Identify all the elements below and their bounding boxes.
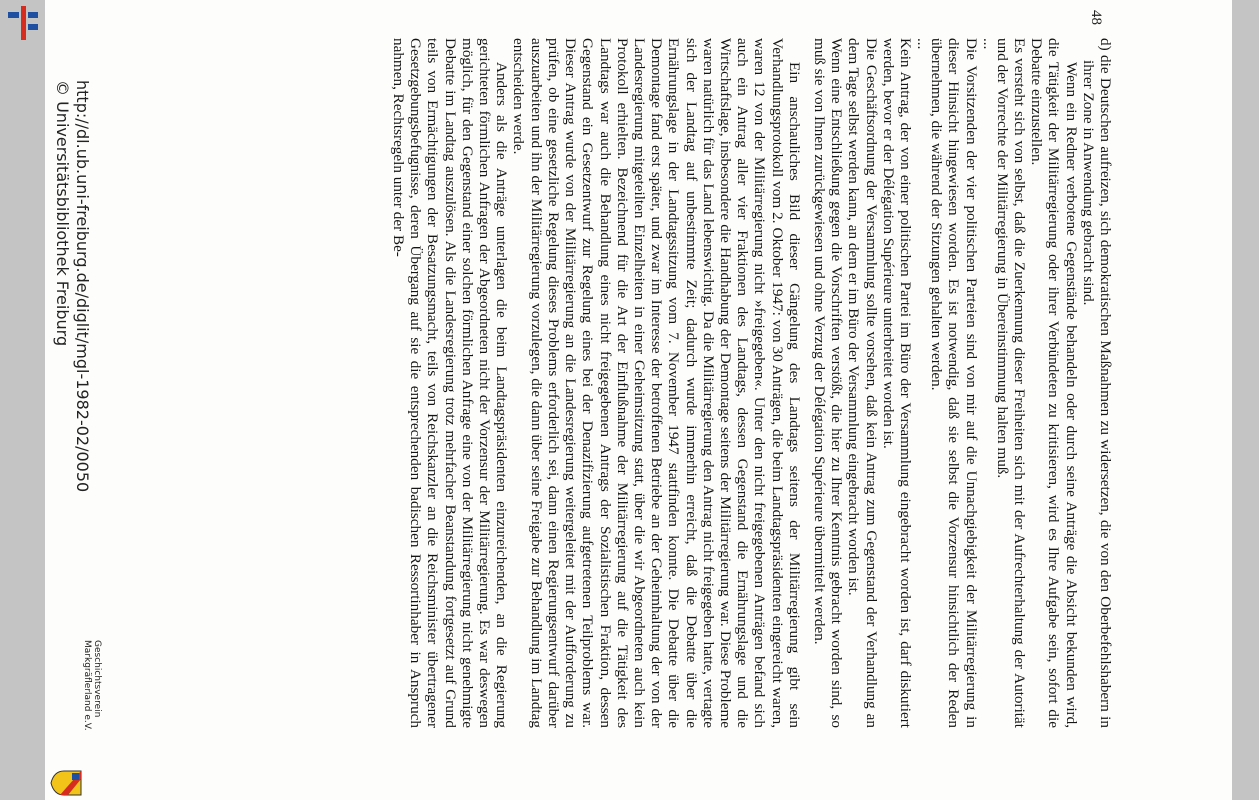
ellipsis: ... bbox=[979, 38, 997, 50]
paragraph: Kein Antrag, der von einer politischen Partei im Büro der Versammlung eingebracht worden ist, darf diskutiert werden, bevor er der Délégation Supérieure unterbreitet worden ist. bbox=[879, 38, 914, 728]
paragraph: Anders als die Anträge unterlagen die beim Landtagspräsidenten einzureichenden, an die Regierung gerichteten förmlichen Anfragen der Abgeordneten nicht der Vorzensur der Militärregierung. Es war deswegen möglich, für den Gegenstand einer solchen förmlichen Anfrage eine von der Militärregierung nicht genehmigte Debatte im Landtag auszulösen. Als die Landesregierung trotz mehrfacher Beanstandung fortgesetzt auf Grund teils von Ermächtigungen der Besatzungsmacht, teils von Reichskanzler an die Reichsminister übertragener Gesetzgebungsbefugnisse, deren Übergang auf sie die entsprechenden badischen Ressortinhaber in Anspruch nahmen, Rechtsregeln unter der Be- bbox=[390, 38, 511, 728]
rotated-page-content bbox=[45, 0, 1232, 800]
coat-of-arms-icon bbox=[50, 770, 82, 796]
paragraph: d) die Deutschen aufreizen, sich demokratischen Maßnahmen zu widersetzen, die von den Oberbefehlshabern in ihrer Zone in Anwendung gebracht sind. bbox=[1079, 38, 1114, 728]
library-logo-icon bbox=[8, 6, 38, 40]
paragraph-gap bbox=[803, 38, 811, 728]
paragraph: Wenn ein Redner verbotene Gegenstände behandeln oder durch seine Anträge die Absicht bekunden wird, die Tätigkeit der Militärregierung oder ihrer Verbündeten zu kritisieren, wird es Ihre Aufgabe sein, sofort die Debatte einzustellen. bbox=[1028, 38, 1080, 728]
publisher-label bbox=[82, 640, 102, 760]
paragraph: Die Vorsitzenden der vier politischen Parteien sind von mir auf die Unnachgiebigkeit der Militärregierung in dieser Hinsicht hingewiesen worden. Es ist notwendig, daß sie selbst die Vorzensur hinsichtlich der Reden übernehmen, die während der Sitzungen gehalten werden. bbox=[928, 38, 980, 728]
publisher-line-2: Markgräflerland e.V. bbox=[82, 640, 92, 731]
publisher-line-1: Geschichtsverein bbox=[92, 640, 102, 718]
ellipsis: ... bbox=[913, 38, 931, 50]
paragraph: Wenn eine Entschließung gegen die Vorschriften verstößt, die hier zu Ihrer Kenntnis gebracht worden sind, so muß sie von Ihnen zurückgewiesen und ohne Verzug der Délégation Supérieure übermittelt werden. bbox=[810, 38, 846, 728]
paragraph: Ein anschauliches Bild dieser Gängelung des Landtags seitens der Militärregierung gibt sein Verhandlungsprotokoll vom 2. Oktober 1947: von 30 Anträgen, die beim Landtagspräsidenten eingereicht waren, waren 12 von der Militärregierung nicht »freigegeben«. Unter den nicht freigegebenen Anträgen befand sich auch ein Antrag aller vier Fraktionen des Landtags, dessen Gegenstand die Ernährungslage und die Wirtschaftslage, insbesondere die Handhabung der Demontage seitens der Militärregierung war. Diese Probleme waren natürlich für das Land lebenswichtig. Da die Militärregierung den Antrag nicht freigegeben hatte, vertagte sich der Landtag auf unbestimmte Zeit; dadurch wurde immerhin erreicht, daß die Debatte über die Ernährungslage in der Landtagssitzung vom 7. November 1947 stattfinden konnte. Die Debatte über die Demontage fand erst später, und zwar im Interesse der betroffenen Betriebe an der Geheimhaltung der von der Landesregierung mitgeteilten Einzelheiten in einer Geheimsitzung statt, über die wir Abgeordneten auch kein Protokoll erhielten. Bezeichnend für die Art der Einflußnahme der Militärregierung auf die Tätigkeit des Landtags war auch die Behandlung eines nicht freigegebenen Antrags der Sozialistischen Fraktion, dessen Gegenstand ein Gesetzentwurf zur Regelung eines bei der Denazifizierung aufgetretenen Teilproblems war. Dieser Antrag wurde von der Militärregierung an die Landesregierung weitergeleitet mit der Aufforderung zu prüfen, ob eine gesetzliche Regelung dieses Problems erforderlich sei, dann einen Regierungsentwurf darüber auszuarbeiten und ihn der Militärregierung vorzulegen, die dann über seine Freigabe zur Behandlung im Landtag entscheiden werde. bbox=[510, 38, 803, 728]
right-gutter bbox=[1232, 0, 1259, 800]
source-url[interactable]: http://dl.ub.uni-freiburg.de/diglit/mgl-1982-02/0050 bbox=[73, 80, 92, 493]
paragraph: Es versteht sich von selbst, daß die Zuerkennung dieser Freiheiten sich mit der Aufrechterhaltung der Autorität und der Vorrechte der Militärregierung in Übereinstimmung halten muß. bbox=[993, 38, 1028, 728]
body-text bbox=[390, 38, 1114, 728]
copyright-notice: © Universitätsbibliothek Freiburg bbox=[53, 80, 72, 347]
left-gutter bbox=[0, 0, 45, 800]
page-number: 48 bbox=[1088, 10, 1104, 25]
scanned-page bbox=[45, 0, 1232, 800]
paragraph: Die Geschäftsordnung der Versammlung sollte vorsehen, daß kein Antrag zum Gegenstand der Verhandlung an dem Tage selbst werden kann, an dem er im Büro der Versammlung eingebracht worden ist. bbox=[845, 38, 880, 728]
